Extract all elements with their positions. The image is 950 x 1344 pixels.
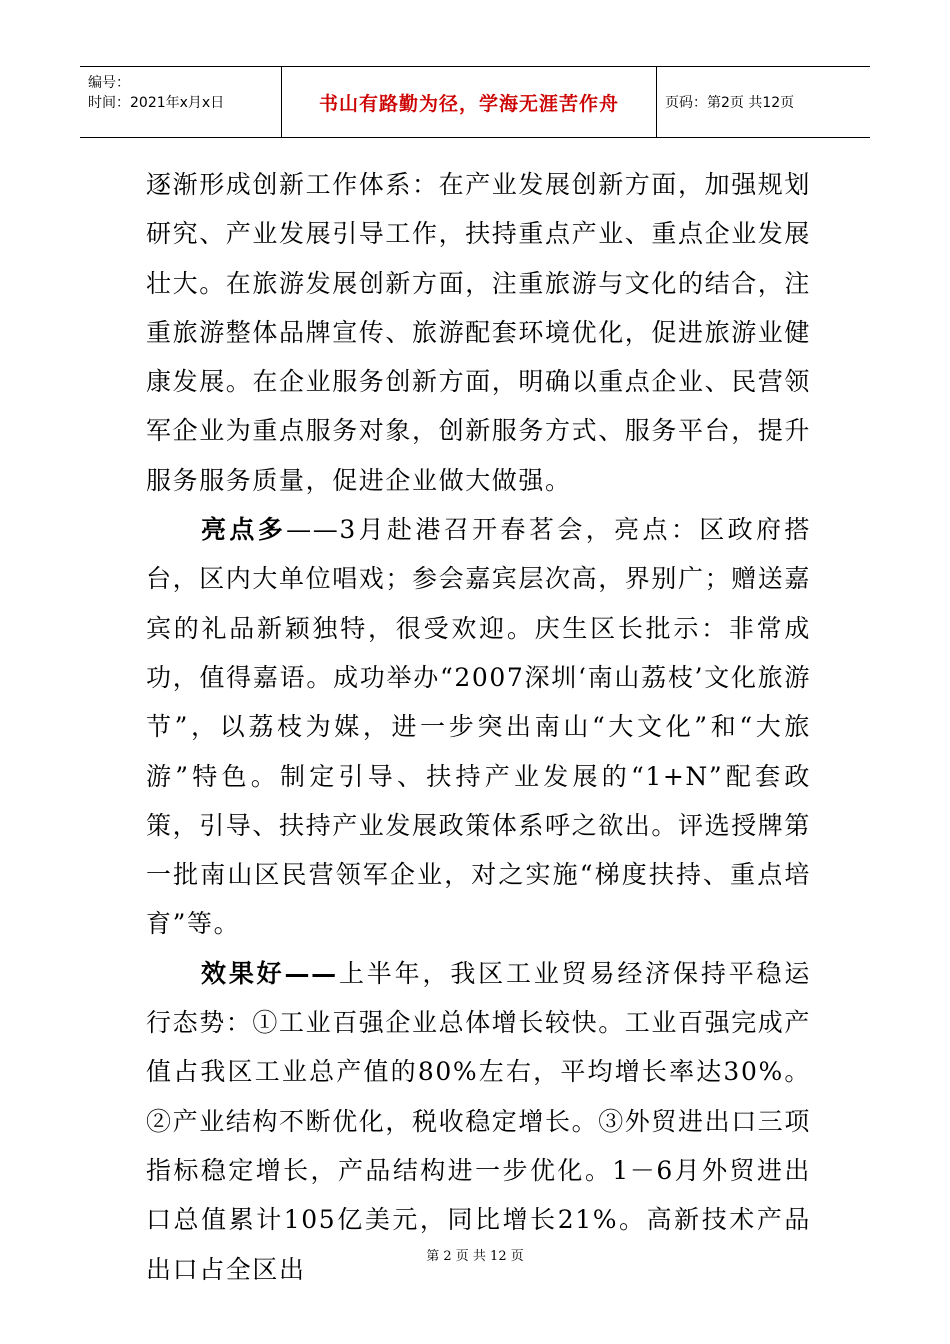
header-page-info: 页码：第2页 共12页 xyxy=(665,95,795,111)
body-paragraph-2 xyxy=(146,505,811,949)
paragraph-3-text: 上半年，我区工业贸易经济保持平稳运行态势：①工业百强企业总体增长较快。工业百强完成产值占我区工业总产值的80%左右，平均增长率达30%。②产业结构不断优化，税收稳定增长。③外贸进出口三项指标稳定增长，产品结构进一步优化。1－6月外贸进出口总值累计105亿美元，同比增长21%。高新技术产品出口占全区出 xyxy=(146,958,812,1284)
header-motto: 书山有路勤为径，学海无涯苦作舟 xyxy=(282,67,657,137)
body-paragraph-3 xyxy=(146,949,811,1294)
header-meta xyxy=(80,67,282,137)
document-number-label: 编号： xyxy=(88,75,130,91)
paragraph-2-text: ——3月赴港召开春茗会，亮点：区政府搭台，区内大单位唱戏；参会嘉宾层次高，界别广；赠送嘉宾的礼品新颖独特，很受欢迎。庆生区长批示：非常成功，值得嘉语。成功举办“2007深圳‘南山荔枝’文化旅游节”，以荔枝为媒，进一步突出南山“大文化”和“大旅游”特色。制定引导、扶持产业发展的“1+N”配套政策，引导、扶持产业发展政策体系呼之欲出。评选授牌第一批南山区民营领军企业，对之实施“梯度扶持、重点培育”等。 xyxy=(146,515,812,939)
document-body xyxy=(146,160,811,1294)
page-header xyxy=(80,66,870,138)
paragraph-2-lead: 亮点多 xyxy=(201,515,287,545)
document-time-label: 时间：2021年x月x日 xyxy=(88,95,225,111)
page-footer: 第 2 页 共 12 页 xyxy=(426,1249,524,1264)
body-paragraph-1: 逐渐形成创新工作体系：在产业发展创新方面，加强规划研究、产业发展引导工作，扶持重点产业、重点企业发展壮大。在旅游发展创新方面，注重旅游与文化的结合，注重旅游整体品牌宣传、旅游配套环境优化，促进旅游业健康发展。在企业服务创新方面，明确以重点企业、民营领军企业为重点服务对象，创新服务方式、服务平台，提升服务服务质量，促进企业做大做强。 xyxy=(146,170,812,495)
paragraph-3-lead: 效果好—— xyxy=(201,958,338,988)
